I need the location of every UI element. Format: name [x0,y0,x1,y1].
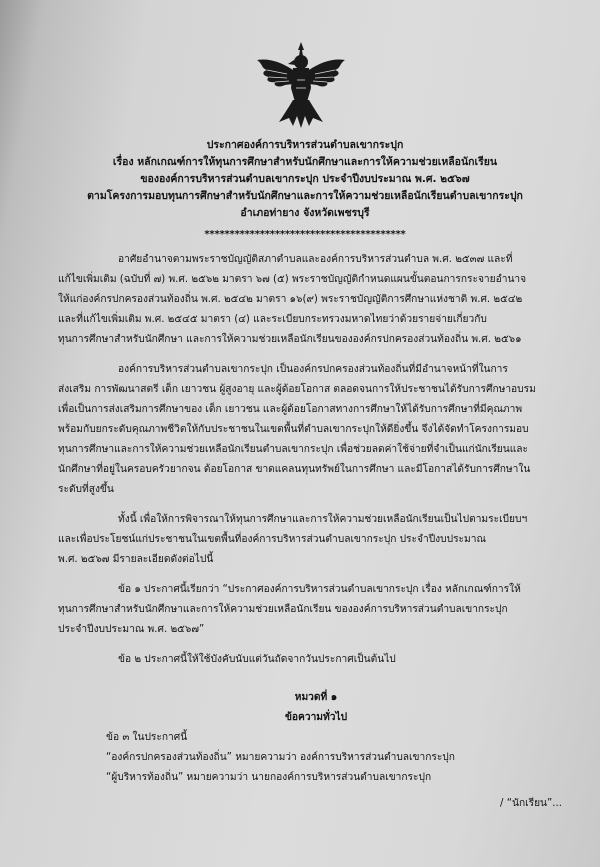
paragraph-line: ทุนการศึกษาสำหรับนักศึกษาและการให้ความช่วยเหลือนักเรียน ขององค์การบริหารส่วนตำบลเขากระปุก [58,604,508,615]
paragraph-line: ข้อ ๑ ประกาศนี้เรียกว่า “ประกาศองค์การบริหารส่วนตำบลเขากระปุก เรื่อง หลักเกณฑ์การให้ [118,584,521,595]
paragraph-line: องค์การบริหารส่วนตำบลเขากระปุก เป็นองค์กรปกครองส่วนท้องถิ่นที่มีอำนาจหน้าที่ในการ [118,364,508,375]
definition-local-org: “องค์กรปกครองส่วนท้องถิ่น” หมายความว่า องค์การบริหารส่วนตำบลเขากระปุก [106,752,455,763]
section-title: ข้อความทั่วไป [284,712,348,723]
clause-2 [58,650,574,670]
announcement-heading [40,137,570,222]
paragraph-line: ส่งเสริม การพัฒนาสตรี เด็ก เยาวชน ผู้สูงอายุ และผู้ด้อยโอกาส ตลอดจนการให้ประชาชนได้รับการศึกษาอบรม [58,384,536,395]
paragraph-line: พ.ศ. ๒๕๖๗ มีรายละเอียดดังต่อไปนี้ [58,554,214,565]
clause-1 [58,580,574,640]
heading-line-3: ขององค์การบริหารส่วนตำบลเขากระปุก ประจำปีงบประมาณ พ.ศ. ๒๕๖๗ [140,173,470,185]
paragraph-line: อาศัยอำนาจตามพระราชบัญญัติสภาตำบลและองค์การบริหารส่วนตำบล พ.ศ. ๒๕๓๗ และที่ [118,254,513,265]
paragraph-line: เพื่อเป็นการส่งเสริมการศึกษาของ เด็ก เยาวชน และผู้ด้อยโอกาสทางการศึกษาให้ได้รับการศึกษาที่มีคุณภาพ [58,404,523,415]
heading-line-1: ประกาศองค์การบริหารส่วนตำบลเขากระปุก [206,139,404,151]
page-continuation: / “นักเรียน”... [500,798,562,809]
paragraph-line: แก้ไขเพิ่มเติม (ฉบับที่ ๗) พ.ศ. ๒๕๖๒ มาตรา ๖๗ (๕) พระราชบัญญัติกำหนดแผนขั้นตอนการกระจายอำนาจ [58,274,527,285]
paragraph-line: ข้อ ๒ ประกาศนี้ให้ใช้บังคับนับแต่วันถัดจากวันประกาศเป็นต้นไป [118,654,396,665]
paragraph-line: และที่แก้ไขเพิ่มเติม พ.ศ. ๒๕๔๕ มาตรา (๔) และระเบียบกระทรวงมหาดไทยว่าด้วยรายจ่ายเกี่ยวกับ [58,314,487,325]
paragraph-line: ทั้งนี้ เพื่อให้การพิจารณาให้ทุนการศึกษาและการให้ความช่วยเหลือนักเรียนเป็นไปตามระเบียบฯ [118,514,528,525]
paragraph-purpose [58,360,574,500]
paragraph-line: ระดับที่สูงขึ้น [58,484,114,495]
definition-local-admin: “ผู้บริหารท้องถิ่น” หมายความว่า นายกองค์การบริหารส่วนตำบลเขากระปุก [106,772,432,783]
paragraph-line: ทุนการศึกษาสำหรับนักศึกษา และการให้ความช่วยเหลือนักเรียนขององค์กรปกครองส่วนท้องถิ่น พ.ศ. ๒๕๖๑ [58,334,522,345]
paragraph-line: พร้อมกับยกระดับคุณภาพชีวิตให้กับประชาชนในเขตพื้นที่ตำบลเขากระปุกให้ดียิ่งขึ้น จึงได้จัดทำโครงการมอบ [58,424,529,435]
paragraph-authority [58,250,574,350]
paragraph-line: ประจำปีงบประมาณ พ.ศ. ๒๕๖๗” [58,624,205,635]
paragraph-line: ให้แก่องค์กรปกครองส่วนท้องถิ่น พ.ศ. ๒๕๔๒ มาตรา ๑๖(๙) พระราชบัญญัติการศึกษาแห่งชาติ พ.ศ. ๒๕๔๒ [58,294,523,305]
clause-3: ข้อ ๓ ในประกาศนี้ [106,732,188,743]
paragraph-scope [58,510,574,570]
document-body [58,250,574,788]
paragraph-line: ทุนการศึกษาและการให้ความช่วยเหลือนักเรียนตำบลเขากระปุก เพื่อช่วยลดค่าใช้จ่ายที่จำเป็นแก่นักเรียนและ [58,444,529,455]
heading-line-2: เรื่อง หลักเกณฑ์การให้ทุนการศึกษาสำหรับนักศึกษาและการให้ความช่วยเหลือนักเรียน [112,156,498,168]
separator-stars: **************************************** [204,229,406,240]
garuda-emblem-icon [253,40,349,132]
paragraph-line: นักศึกษาที่อยู่ในครอบครัวยากจน ด้อยโอกาส ขาดแคลนทุนทรัพย์ในการศึกษา และมีโอกาสได้รับการศึกษาใน [58,464,531,475]
heading-line-5: อำเภอท่ายาง จังหวัดเพชรบุรี [240,207,370,219]
heading-line-4: ตามโครงการมอบทุนการศึกษาสำหรับนักศึกษาและการให้ความช่วยเหลือนักเรียนตำบลเขากระปุก [87,190,523,202]
paragraph-line: และเพื่อประโยชน์แก่ประชาชนในเขตพื้นที่องค์การบริหารส่วนตำบลเขากระปุก ประจำปีงบประมาณ [58,534,486,545]
section-number: หมวดที่ ๑ [294,692,338,703]
